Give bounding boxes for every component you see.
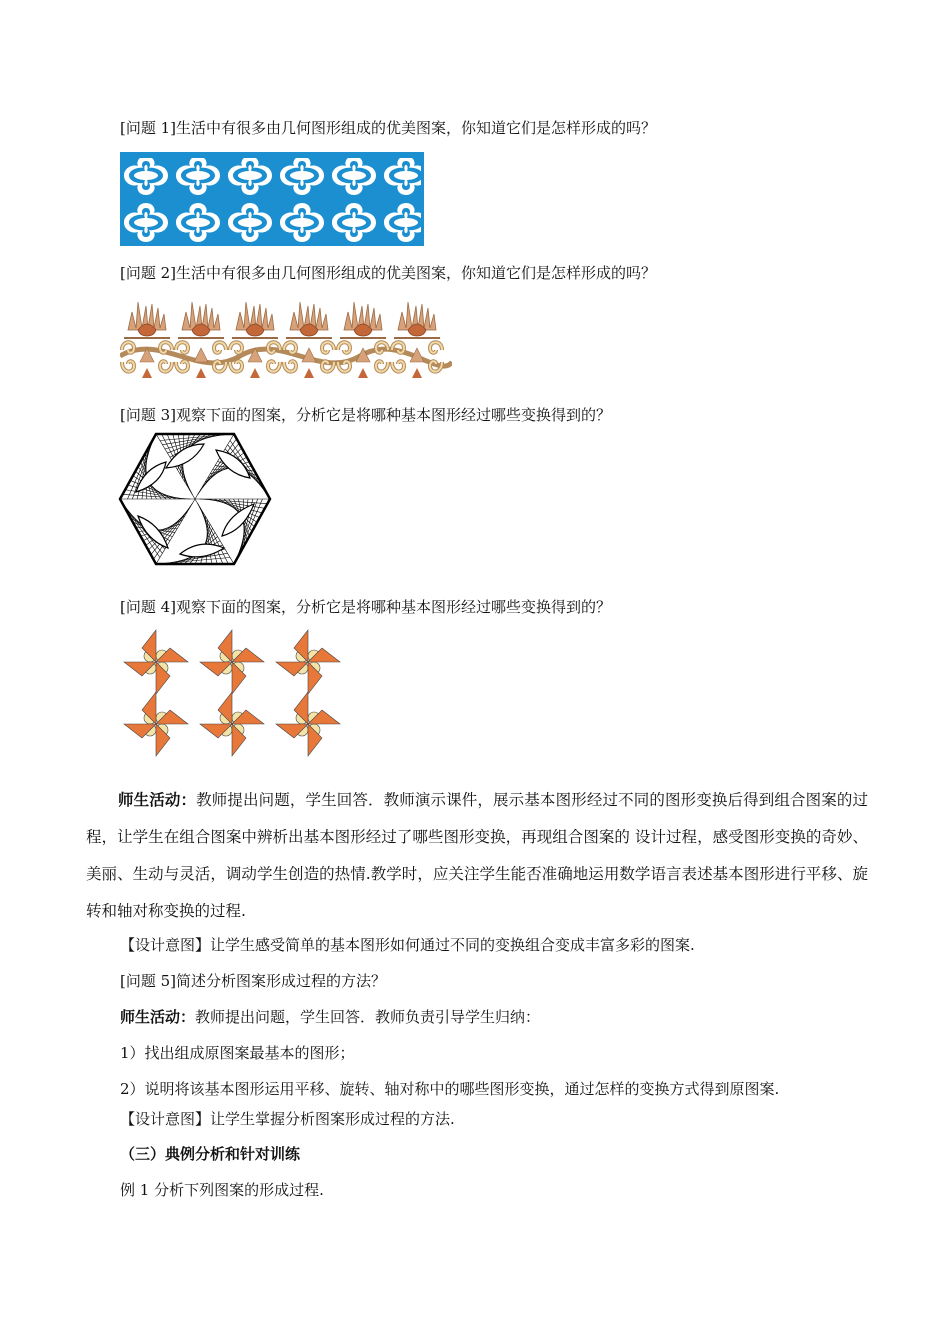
activity-text: 教师提出问题，学生回答．教师演示课件，展示基本图形经过不同的图形变换后得到组合图案的过程，让学生在组合图案中辨析出基本图形经过了哪些图形变换，再现组合图案的 设计过程，感受图形变换的奇妙、美丽、生动与灵活，调动学生创造的热情.教学时，应关注学生能否准确地运用数学语言表述基本图形进行平移、旋转和轴对称变换的过程. bbox=[86, 791, 868, 920]
step-1: 1）找出组成原图案最基本的图形； bbox=[120, 1044, 355, 1062]
problem-5-text: [问题 5]简述分析图案形成过程的方法？ bbox=[120, 972, 387, 990]
activity-heading: 师生活动： bbox=[118, 791, 197, 809]
problem-1-text: [问题 1]生活中有很多由几何图形组成的优美图案，你知道它们是怎样形成的吗？ bbox=[120, 119, 657, 137]
problem-3-text: [问题 3]观察下面的图案，分析它是将哪种基本图形经过哪些变换得到的？ bbox=[120, 406, 612, 424]
activity-2-text: 教师提出问题，学生回答．教师负责引导学生归纳： bbox=[195, 1008, 541, 1026]
ornamental-frieze-image bbox=[120, 292, 452, 382]
lattice-pattern-image bbox=[120, 152, 424, 246]
problem-4-text: [问题 4]观察下面的图案，分析它是将哪种基本图形经过哪些变换得到的？ bbox=[120, 598, 612, 616]
pinwheel-pattern-image bbox=[120, 628, 344, 760]
section-heading: （三）典例分析和针对训练 bbox=[120, 1145, 301, 1163]
activity-paragraph bbox=[86, 782, 868, 930]
design-intent-1: 【设计意图】让学生感受简单的基本图形如何通过不同的变换组合变成丰富多彩的图案. bbox=[120, 936, 695, 954]
problem-2-text: [问题 2]生活中有很多由几何图形组成的优美图案，你知道它们是怎样形成的吗？ bbox=[120, 264, 657, 282]
activity-2-line bbox=[120, 1007, 540, 1027]
design-intent-2: 【设计意图】让学生掌握分析图案形成过程的方法. bbox=[120, 1110, 455, 1128]
example-1-text: 例 1 分析下列图案的形成过程. bbox=[120, 1181, 324, 1199]
hexagon-string-art-image bbox=[118, 432, 272, 566]
activity-2-heading: 师生活动： bbox=[120, 1008, 196, 1026]
step-2: 2）说明将该基本图形运用平移、旋转、轴对称中的哪些图形变换，通过怎样的变换方式得到原图案. bbox=[120, 1080, 780, 1098]
